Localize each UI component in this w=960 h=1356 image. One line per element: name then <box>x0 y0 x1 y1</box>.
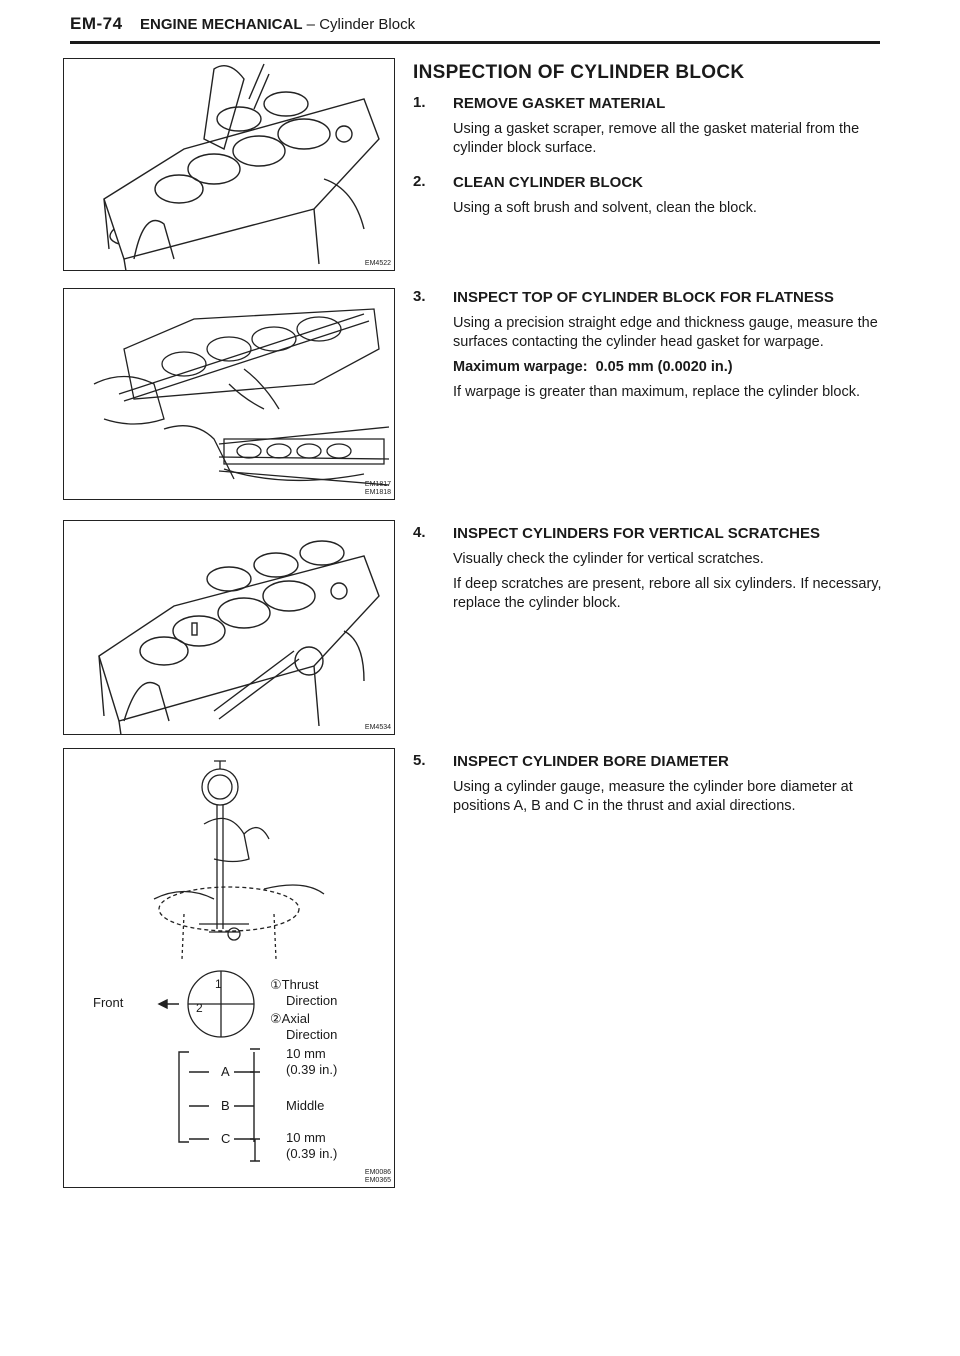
step-heading: CLEAN CYLINDER BLOCK <box>453 174 643 191</box>
figure-straight-edge <box>63 288 395 500</box>
dimension-top-in: (0.39 in.) <box>286 1062 338 1077</box>
step-text: If deep scratches are present, rebore all six cylinders. If necessary, replace the cylinder block. <box>453 576 882 611</box>
step-heading: INSPECT CYLINDER BORE DIAMETER <box>453 753 729 770</box>
page-number: EM-74 <box>70 14 123 33</box>
step-text: If warpage is greater than maximum, replace the cylinder block. <box>453 384 860 400</box>
header-subsection: Cylinder Block <box>319 16 416 33</box>
circle-2-label: 2 <box>196 1001 203 1015</box>
figure-code-b: EM1818 <box>364 489 391 496</box>
section-title: INSPECTION OF CYLINDER BLOCK <box>413 62 745 83</box>
middle-label: Middle <box>286 1098 325 1113</box>
figure-code-a: EM0086 <box>364 1169 391 1176</box>
step-text: Using a gasket scraper, remove all the gasket material from the cylinder block surface. <box>453 121 860 156</box>
header-section: ENGINE MECHANICAL <box>140 16 303 33</box>
figure-cylinder-scratch <box>63 520 395 735</box>
cylinder-gauge-illustration <box>64 749 395 1188</box>
dimension-top-mm: 10 mm <box>286 1046 326 1061</box>
max-warpage-spec <box>453 358 883 377</box>
step-number: 2. <box>413 173 426 190</box>
step-number: 1. <box>413 94 426 111</box>
circle-1-label: 1 <box>215 977 222 991</box>
step-text: Using a soft brush and solvent, clean the block. <box>453 200 757 216</box>
figure-codes <box>365 1169 391 1185</box>
front-label: Front <box>93 995 124 1010</box>
step-4 <box>413 524 883 613</box>
step-number: 5. <box>413 752 426 769</box>
step-text: Using a cylinder gauge, measure the cylinder bore diameter at positions A, B and C in the thrust and axial directions. <box>453 779 853 814</box>
dimension-bottom-in: (0.39 in.) <box>286 1146 338 1161</box>
figure-cylinder-gauge <box>63 748 395 1188</box>
step-1 <box>413 94 883 158</box>
spec-value: 0.05 mm (0.0020 in.) <box>595 359 733 375</box>
position-a-label: A <box>221 1064 230 1079</box>
figure-code: EM4534 <box>364 724 391 731</box>
straight-edge-illustration <box>64 289 395 500</box>
step-5 <box>413 752 883 816</box>
position-b-label: B <box>221 1098 230 1113</box>
dimension-bottom-mm: 10 mm <box>286 1130 326 1145</box>
axial-label: ②Axial <box>270 1011 310 1026</box>
step-heading: INSPECT TOP OF CYLINDER BLOCK FOR FLATNESS <box>453 289 834 306</box>
step-number: 3. <box>413 288 426 305</box>
step-heading: INSPECT CYLINDERS FOR VERTICAL SCRATCHES <box>453 525 820 542</box>
step-number: 4. <box>413 524 426 541</box>
figure-code-a: EM1817 <box>364 481 391 488</box>
header-separator: – <box>302 16 320 33</box>
step-3 <box>413 288 883 402</box>
position-c-label: C <box>221 1131 231 1146</box>
thrust-label: ①Thrust <box>270 977 319 992</box>
page-header-title <box>140 16 415 33</box>
axial-direction-label: Direction <box>286 1027 338 1042</box>
figure-code-b: EM0365 <box>364 1177 391 1184</box>
header-rule <box>70 41 880 44</box>
step-text: Visually check the cylinder for vertical scratches. <box>453 551 764 567</box>
cylinder-block-illustration <box>64 521 395 735</box>
spec-label: Maximum warpage: <box>453 359 588 375</box>
figure-code: EM4522 <box>364 260 391 267</box>
gasket-scraper-illustration <box>64 59 395 271</box>
step-2 <box>413 173 883 218</box>
step-heading: REMOVE GASKET MATERIAL <box>453 95 666 112</box>
figure-gasket-scraper <box>63 58 395 271</box>
figure-codes <box>365 481 391 497</box>
thrust-direction-label: Direction <box>286 993 338 1008</box>
step-text: Using a precision straight edge and thickness gauge, measure the surfaces contacting the cylinder head gasket for warpage. <box>453 315 878 350</box>
